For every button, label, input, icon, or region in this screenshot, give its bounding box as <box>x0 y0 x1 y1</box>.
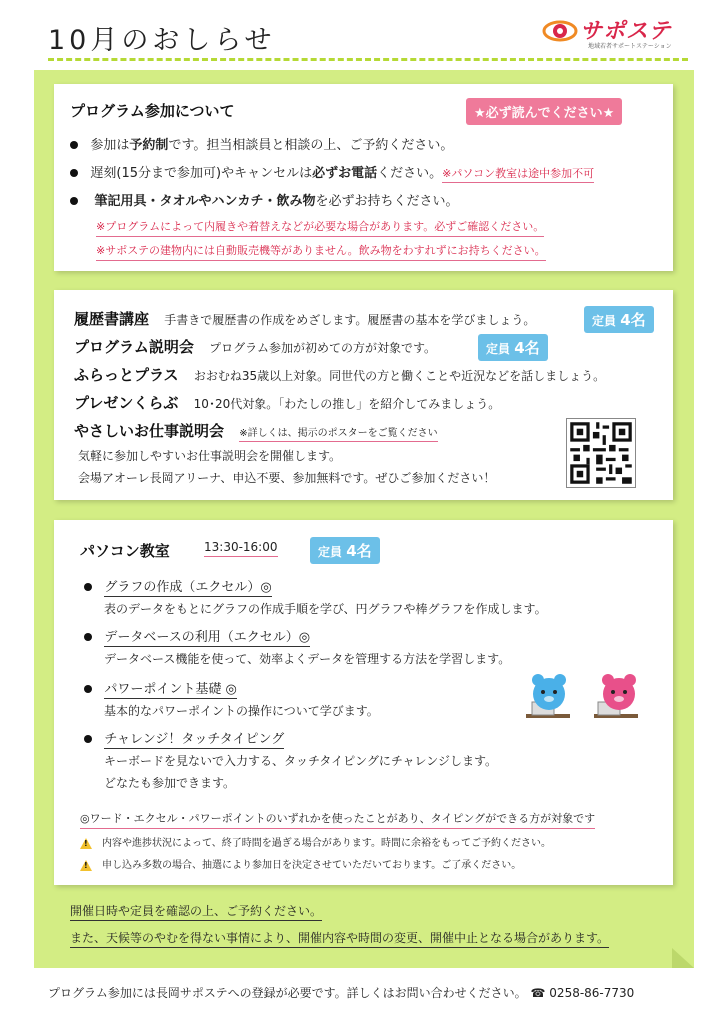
page-title: 10月のおしらせ <box>48 25 276 56</box>
notice-item-reservation <box>70 134 453 153</box>
bullet-icon <box>84 583 92 591</box>
pc-item-title: チャレンジ！タッチタイピング <box>104 732 285 747</box>
program-title: 履歴書講座 <box>74 310 150 328</box>
bullet-icon <box>70 169 78 177</box>
program-title: やさしいお仕事説明会 <box>74 422 225 440</box>
badge-label: 定員 <box>318 545 343 559</box>
bullet-icon <box>84 735 92 743</box>
pc-item-title: パワーポイント基礎 ◎ <box>104 682 237 697</box>
programs-card <box>54 290 673 500</box>
pc-item-typing <box>84 728 284 747</box>
badge-value: 4名 <box>514 339 540 357</box>
text: 参加は <box>90 138 130 153</box>
logo <box>540 14 700 50</box>
program-title: プレゼンくらぶ <box>74 394 179 412</box>
badge-value: 4名 <box>346 542 372 560</box>
text-bold: 予約制 <box>129 138 169 153</box>
pc-warning-2 <box>80 856 521 871</box>
program-setsumei <box>74 336 436 357</box>
program-desc: プログラム参加が初めての方が対象です。 <box>209 341 437 355</box>
notice-heading: プログラム参加について <box>70 102 235 120</box>
pc-class-time: 13:30-16:00 <box>204 540 278 557</box>
header-divider <box>48 58 688 61</box>
text: です。担当相談員と相談の上、ご予約ください。 <box>168 138 454 153</box>
bears-illustration <box>524 670 656 730</box>
logo-text: サポステ <box>580 19 672 44</box>
pc-warning-1 <box>80 834 551 849</box>
program-desc: おおむね35歳以上対象。同世代の方と働くことや近況などを話しましょう。 <box>193 369 606 383</box>
must-read-badge: ★必ず読んでください★ <box>466 98 622 125</box>
program-furatto <box>74 364 605 385</box>
pc-item-powerpoint <box>84 678 237 697</box>
logo-subtitle: 地域若者サポートステーション <box>588 43 672 50</box>
text-bold: 筆記用具・タオルやハンカチ・飲み物 <box>94 194 316 209</box>
pc-item-desc: データベース機能を使って、効率よくデータを管理する方法を学習します。 <box>104 652 511 666</box>
oshigoto-desc-2: 会場アオーレ長岡アリーナ、申込不要、参加無料です。ぜひご参加ください！ <box>78 471 496 485</box>
capacity-badge <box>584 306 654 333</box>
qr-code[interactable] <box>566 418 636 488</box>
pc-item-desc-2: どなたも参加できます。 <box>104 776 236 790</box>
program-desc: 手書きで履歴書の作成をめざします。履歴書の基本を学びましょう。 <box>164 313 536 327</box>
pc-item-desc: 表のデータをもとにグラフの作成手順を学び、円グラフや棒グラフを作成します。 <box>104 602 547 616</box>
program-presen <box>74 392 500 413</box>
bullet-icon <box>70 141 78 149</box>
program-desc: 10･20代対象。「わたしの推し」を紹介してみましょう。 <box>193 397 501 411</box>
pc-target-note: ◎ワード・エクセル・パワーポイントのいずれかを使ったことがあり、タイピングができる方が対象です <box>80 810 595 829</box>
text: ください。 <box>377 166 443 181</box>
notice-item-bring <box>70 190 459 209</box>
logo-flower-icon <box>540 14 580 48</box>
notice-note-drinks: ※サポステの建物内には自動販売機等がありません。飲み物をわすれずにお持ちください。 <box>96 242 546 261</box>
pc-item-graph <box>84 576 272 595</box>
bottom-note-1: 開催日時や定員を確認の上、ご予約ください。 <box>70 902 322 921</box>
pc-class-card <box>54 520 673 885</box>
notice-note-shoes: ※プログラムによって内履きや着替えなどが必要な場合があります。必ずご確認ください。 <box>96 218 544 237</box>
warning-icon <box>80 860 92 871</box>
pc-item-desc: キーボードを見ないで入力する、タッチタイピングにチャレンジします。 <box>104 754 498 768</box>
badge-value: 4名 <box>620 311 646 329</box>
capacity-badge <box>310 537 380 564</box>
text-bold: 必ずお電話 <box>312 166 378 181</box>
badge-label: 定員 <box>592 314 617 328</box>
warning-text: 内容や進捗状況によって、終了時間を過ぎる場合があります。時間に余裕をもってご予約ください。 <box>102 838 551 849</box>
phone-number[interactable]: 0258-86-7730 <box>549 986 635 1000</box>
bullet-icon <box>84 685 92 693</box>
notice-item-late <box>70 162 594 181</box>
program-title: ふらっとプラス <box>74 366 179 384</box>
text: 遅刻(15分まで参加可)やキャンセルは <box>90 166 313 181</box>
warning-icon <box>80 838 92 849</box>
program-note: ※詳しくは、掲示のポスターをご覧ください <box>239 428 437 442</box>
bottom-notes <box>70 900 609 948</box>
footer-text: プログラム参加には長岡サポステへの登録が必要です。詳しくはお問い合わせください。 <box>48 986 527 1000</box>
pc-item-title: データベースの利用（エクセル）◎ <box>104 630 311 645</box>
warning-text: 申し込み多数の場合、抽選により参加日を決定させていただいております。ご了承ください。 <box>102 860 522 871</box>
program-rireki <box>74 308 535 329</box>
program-title: プログラム説明会 <box>74 338 194 356</box>
text: を必ずお持ちください。 <box>315 194 459 209</box>
page-fold <box>672 948 694 968</box>
pc-class-title: パソコン教室 <box>80 542 170 560</box>
pc-item-title: グラフの作成（エクセル）◎ <box>104 580 272 595</box>
notice-card <box>54 84 673 271</box>
bullet-icon <box>70 197 78 205</box>
pc-late-note: ※パソコン教室は途中参加不可 <box>442 167 594 183</box>
bottom-note-2: また、天候等のやむを得ない事情により、開催内容や時間の変更、開催中止となる場合があります。 <box>70 929 609 948</box>
phone-icon: ☎ <box>530 986 546 1000</box>
program-oshigoto <box>74 420 438 441</box>
pc-item-database <box>84 626 310 645</box>
footer <box>48 984 634 1001</box>
pc-item-desc: 基本的なパワーポイントの操作について学びます。 <box>104 704 379 718</box>
badge-label: 定員 <box>486 342 511 356</box>
bullet-icon <box>84 633 92 641</box>
oshigoto-desc-1: 気軽に参加しやすいお仕事説明会を開催します。 <box>78 449 342 463</box>
capacity-badge <box>478 334 548 361</box>
